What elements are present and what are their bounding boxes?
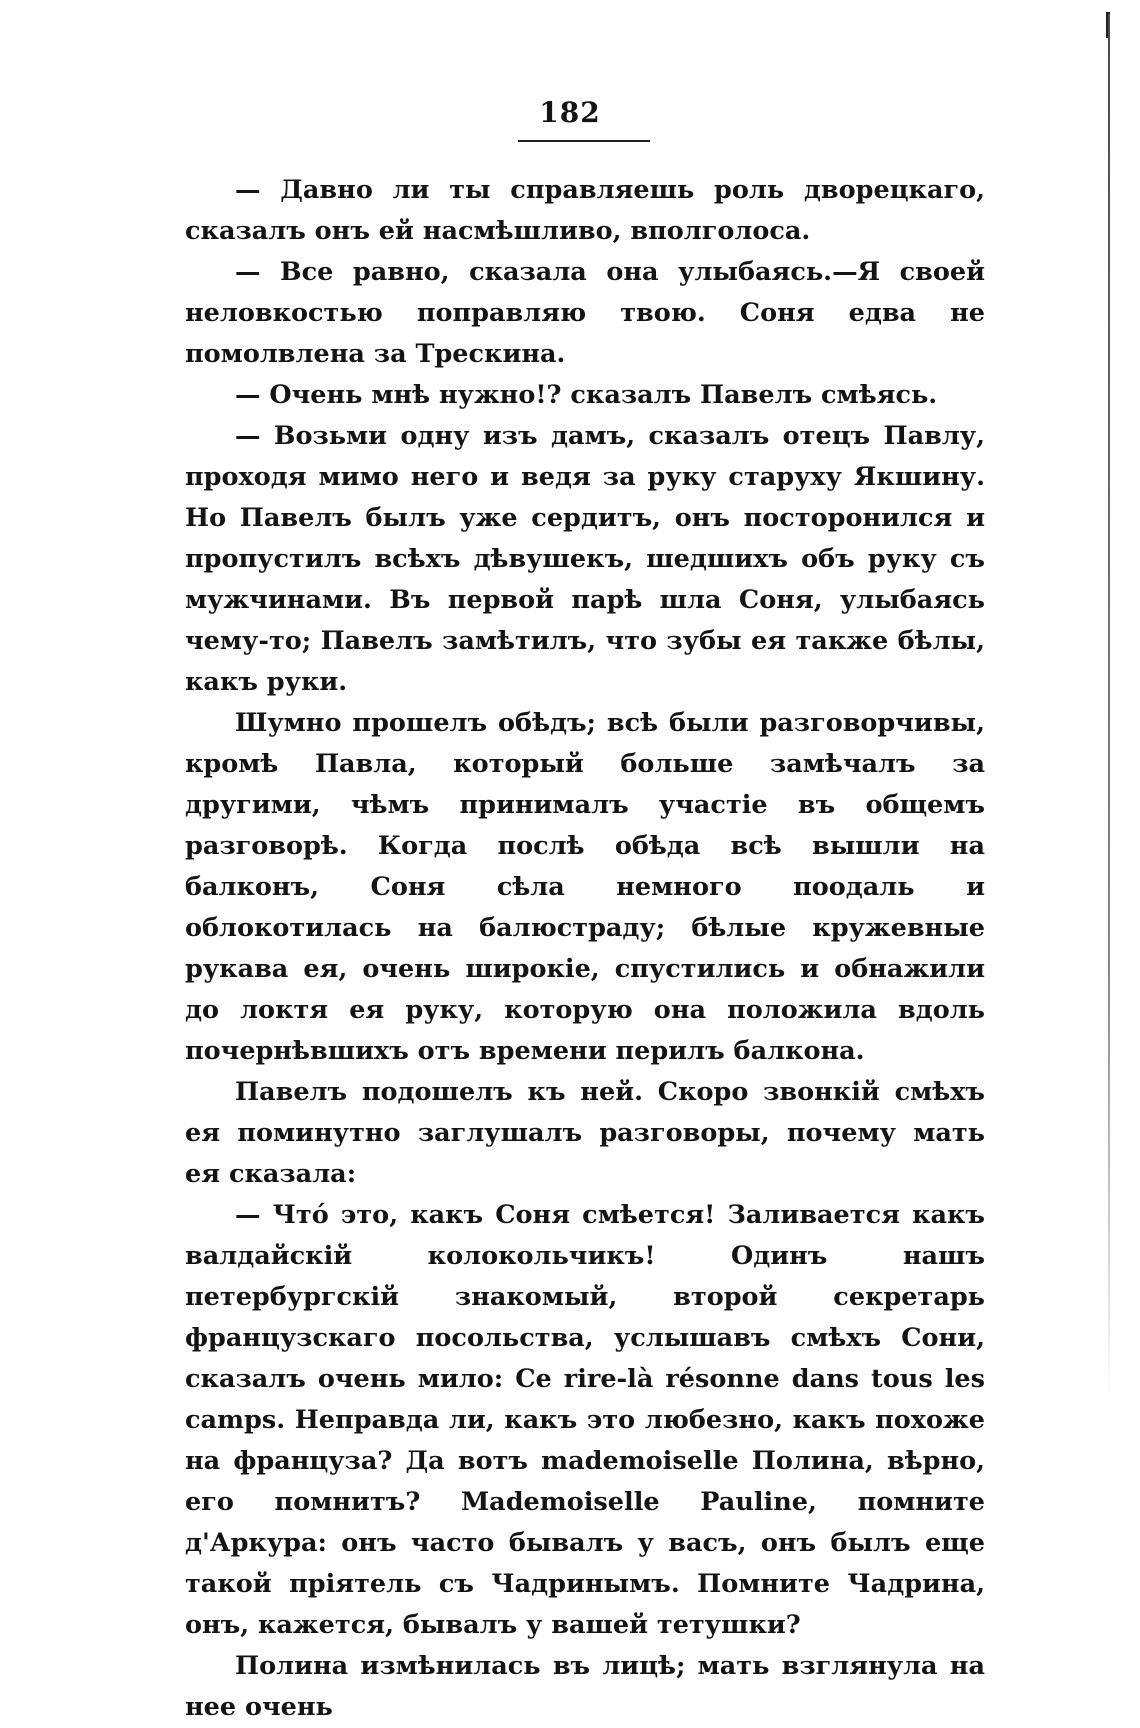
paragraph: — Чтó это, какъ Соня смѣется! Заливается какъ валдайскій колокольчикъ! Одинъ нашъ петербургскій знакомый, второй секретарь французскаго посольства, услышавъ смѣхъ Сони, сказалъ очень мило: Ce rire-là résonne dans tous les camps. Неправда ли, какъ это любезно, какъ похоже на француза? Да вотъ mademoiselle Полина, вѣрно, его помнитъ? Mademoiselle Pauline, помните д'Аркура: онъ часто бывалъ у васъ, онъ былъ еще такой пріятель съ Чадринымъ. Помните Чадрина, онъ, кажется, бывалъ у вашей тетушки?: [185, 1200, 985, 1640]
scan-edge-line: [1108, 14, 1110, 1399]
paragraph: Полина измѣнилась въ лицѣ; мать взглянула на нее очень: [185, 1651, 985, 1722]
page-number: 182: [539, 96, 601, 129]
paragraph: — Давно ли ты справляешь роль дворецкаго, сказалъ онъ ей насмѣшливо, вполголоса.: [185, 175, 985, 246]
body-text: [185, 170, 985, 1728]
paragraph: — Очень мнѣ нужно!? сказалъ Павелъ смѣясь.: [235, 380, 938, 410]
paragraph: Павелъ подошелъ къ ней. Скоро звонкій смѣхъ ея поминутно заглушалъ разговоры, почему мать ея сказала:: [185, 1077, 985, 1189]
paragraph: — Все равно, сказала она улыбаясь.—Я своей неловкостью поправляю твою. Соня едва не помолвлена за Трескина.: [185, 257, 985, 369]
paragraph: Шумно прошелъ обѣдъ; всѣ были разговорчивы, кромѣ Павла, который больше замѣчалъ за другими, чѣмъ принималъ участіе въ общемъ разговорѣ. Когда послѣ обѣда всѣ вышли на балконъ, Соня сѣла немного поодаль и облокотилась на балюстраду; бѣлые кружевные рукава ея, очень широкіе, спустились и обнажили до локтя ея руку, которую она положила вдоль почернѣвшихъ отъ времени перилъ балкона.: [185, 708, 985, 1066]
paragraph: — Возьми одну изъ дамъ, сказалъ отецъ Павлу, проходя мимо него и ведя за руку старуху Якшину. Но Павелъ былъ уже сердитъ, онъ посторонился и пропустилъ всѣхъ дѣвушекъ, шедшихъ объ руку съ мужчинами. Въ первой парѣ шла Соня, улыбаясь чему-то; Павелъ замѣтилъ, что зубы ея также бѣлы, какъ руки.: [185, 421, 985, 697]
page-number-rule: [518, 140, 650, 142]
